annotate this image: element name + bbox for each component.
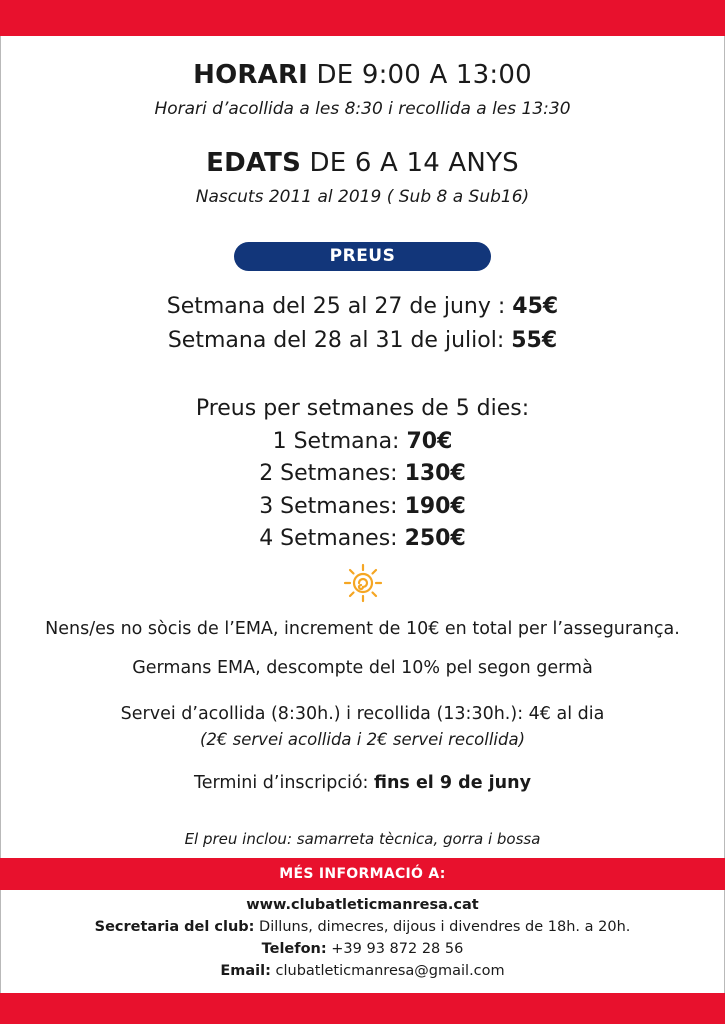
package-item (0, 526, 725, 551)
schedule-note: Horari d’acollida a les 8:30 i recollida a les 13:30 (154, 99, 571, 119)
deadline (0, 773, 725, 793)
top-red-bar (0, 0, 725, 36)
email-line (0, 963, 725, 979)
includes-note: El preu inclou: samarreta tècnica, gorra i bossa (184, 830, 541, 848)
bottom-red-bar (0, 993, 725, 1024)
package-item (0, 429, 725, 454)
website[interactable] (0, 897, 725, 913)
week-price-value: 45€ (512, 294, 559, 319)
website-link[interactable]: www.clubatleticmanresa.cat (246, 897, 479, 913)
package-price: 190€ (404, 494, 466, 519)
phone-number[interactable]: +39 93 872 28 56 (326, 941, 464, 957)
service-note: Servei d’acollida (8:30h.) i recollida (13:30h.): 4€ al dia (120, 704, 605, 724)
phone-label: Telefon: (261, 941, 327, 957)
non-members-note: Nens/es no sòcis de l’EMA, increment de 10€ en total per l’assegurança. (45, 619, 680, 639)
package-text: 2 Setmanes: (259, 461, 405, 486)
package-text: 3 Setmanes: (259, 494, 405, 519)
package-item (0, 461, 725, 486)
email-label: Email: (220, 963, 271, 979)
packages-title: Preus per setmanes de 5 dies: (195, 396, 530, 421)
week-text: Setmana del 25 al 27 de juny : (166, 294, 513, 319)
schedule-label: HORARI (193, 60, 309, 90)
ages-note: Nascuts 2011 al 2019 ( Sub 8 a Sub16) (195, 187, 530, 207)
ages-heading (0, 148, 725, 178)
phone-line (0, 941, 725, 957)
package-price: 250€ (404, 526, 466, 551)
package-item (0, 494, 725, 519)
secretary-line (0, 919, 725, 935)
ages-value: DE 6 A 14 ANYS (309, 148, 519, 178)
email-address[interactable]: clubatleticmanresa@gmail.com (270, 963, 505, 979)
prices-badge: PREUS (234, 242, 491, 271)
week-price-1 (0, 294, 725, 319)
package-price: 70€ (406, 429, 453, 454)
week-price-value: 55€ (511, 328, 558, 353)
secretary-label: Secretaria del club: (94, 919, 255, 935)
schedule-value: DE 9:00 A 13:00 (316, 60, 532, 90)
sun-icon (343, 563, 383, 603)
week-price-2 (0, 328, 725, 353)
service-detail: (2€ servei acollida i 2€ servei recollida) (199, 730, 526, 749)
package-text: 1 Setmana: (272, 429, 407, 454)
deadline-label: Termini d’inscripció: (194, 773, 374, 793)
package-text: 4 Setmanes: (259, 526, 405, 551)
schedule-heading (0, 60, 725, 90)
secretary-hours: Dilluns, dimecres, dijous i divendres de 18h. a 20h. (254, 919, 631, 935)
week-text: Setmana del 28 al 31 de juliol: (167, 328, 512, 353)
deadline-value: fins el 9 de juny (374, 773, 531, 793)
ages-label: EDATS (206, 148, 302, 178)
siblings-note: Germans EMA, descompte del 10% pel segon germà (132, 658, 593, 678)
more-info-bar: MÉS INFORMACIÓ A: (0, 858, 725, 890)
package-price: 130€ (404, 461, 466, 486)
